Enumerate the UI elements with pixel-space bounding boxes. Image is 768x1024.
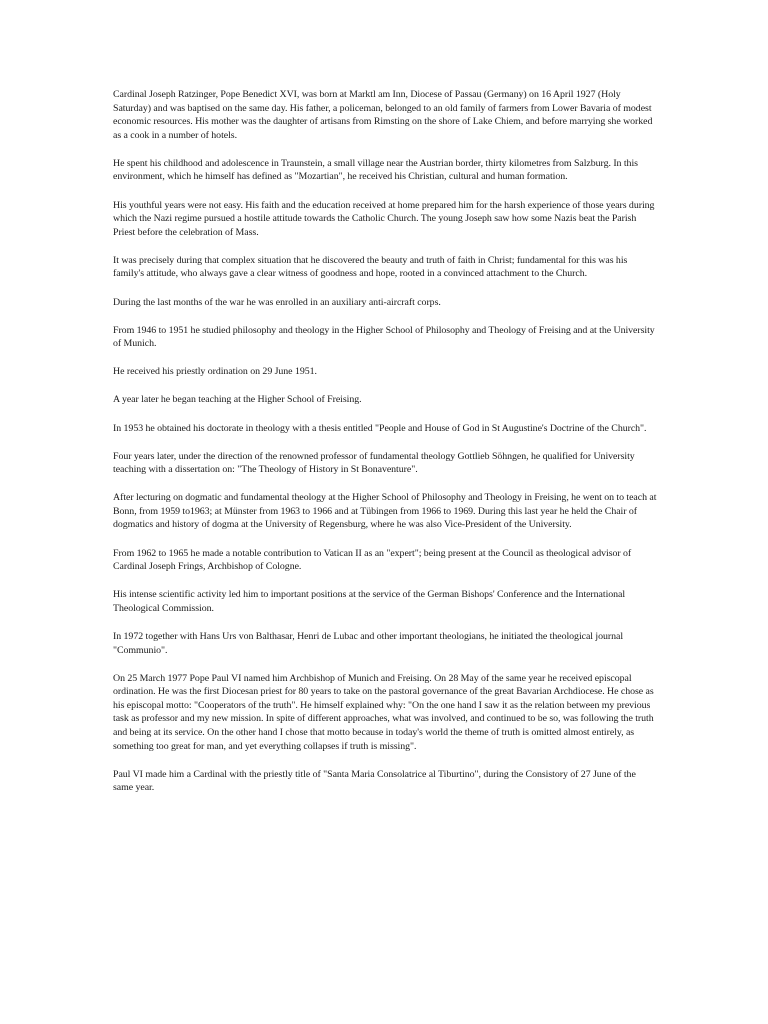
paragraph-scientific: His intense scientific activity led him to important positions at the service of the German Bishops' Conference and the International Theological Commission. xyxy=(113,589,626,614)
paragraph-youth: His youthful years were not easy. His faith and the education received at home prepared him for the harsh experience of those years during which the Nazi regime pursued a hostile attitude towards the Catholic Church. The young Joseph saw how some Nazis beat the Parish Priest before the celebration of Mass. xyxy=(113,199,655,238)
paragraph-cardinal: Paul VI made him a Cardinal with the priestly title of "Santa Maria Consolatrice al Tiburtino", during the Consistory of 27 June of the same year. xyxy=(113,768,636,794)
paragraph-communio: In 1972 together with Hans Urs von Balthasar, Henri de Lubac and other important theologians, he initiated the theological journal "Communio". xyxy=(113,630,624,656)
paragraph-teaching: A year later he began teaching at the Higher School of Freising. xyxy=(113,394,362,406)
paragraph-faith: It was precisely during that complex situation that he discovered the beauty and truth of faith in Christ; fundamental for this was his family's attitude, who always gave a clear witness of goodness and hope, rooted in a convinced attachment to the Church. xyxy=(113,254,628,280)
paragraph-lecturing: After lecturing on dogmatic and fundamental theology at the Higher School of Philosophy and Theology in Freising, he went on to teach at Bonn, from 1959 to1963; at Münster from 1963 to 1966 and at Tübingen from 1966 to 1969. During this last year he held the Chair of dogmatics and history of dogma at the University of Regensburg, where he was also Vice-President of the University. xyxy=(113,492,657,531)
document-page xyxy=(113,88,658,809)
paragraph-studies: From 1946 to 1951 he studied philosophy and theology in the Higher School of Philosophy and Theology of Freising and at the University of Munich. xyxy=(113,324,655,350)
paragraph-habilitation: Four years later, under the direction of the renowned professor of fundamental theology Gottlieb Söhngen, he qualified for University teaching with a dissertation on: "The Theology of History in St Bonaventure". xyxy=(113,450,635,476)
paragraph-war: During the last months of the war he was enrolled in an auxiliary anti-aircraft corps. xyxy=(113,296,441,308)
paragraph-vatican: From 1962 to 1965 he made a notable contribution to Vatican II as an "expert"; being present at the Council as theological advisor of Cardinal Joseph Frings, Archbishop of Cologne. xyxy=(113,547,632,573)
paragraph-birth: Cardinal Joseph Ratzinger, Pope Benedict XVI, was born at Marktl am Inn, Diocese of Passau (Germany) on 16 April 1927 (Holy Saturday) and was baptised on the same day. His father, a policeman, belonged to an old family of farmers from Lower Bavaria of modest economic resources. His mother was the daughter of artisans from Rimsting on the shore of Lake Chiem, and before marrying she worked as a cook in a number of hotels. xyxy=(113,89,653,141)
paragraph-archbishop: On 25 March 1977 Pope Paul VI named him Archbishop of Munich and Freising. On 28 May of the same year he received episcopal ordination. He was the first Diocesan priest for 80 years to take on the pastoral governance of the great Bavarian Archdiocese. He chose as his episcopal motto: "Cooperators of the truth". He himself explained why: "On the one hand I saw it as the relation between my previous task as professor and my new mission. In spite of different approaches, what was involved, and continued to be so, was following the truth and being at its service. On the other hand I chose that motto because in today's world the theme of truth is omitted almost entirely, as something too great for man, and yet everything collapses if truth is missing". xyxy=(113,672,654,752)
paragraph-ordination: He received his priestly ordination on 29 June 1951. xyxy=(113,366,317,378)
paragraph-doctorate: In 1953 he obtained his doctorate in theology with a thesis entitled "People and House of God in St Augustine's Doctrine of the Church". xyxy=(113,422,647,434)
paragraph-childhood: He spent his childhood and adolescence in Traunstein, a small village near the Austrian border, thirty kilometres from Salzburg. In this environment, which he himself has defined as "Mozartian", he received his Christian, cultural and human formation. xyxy=(113,157,638,183)
